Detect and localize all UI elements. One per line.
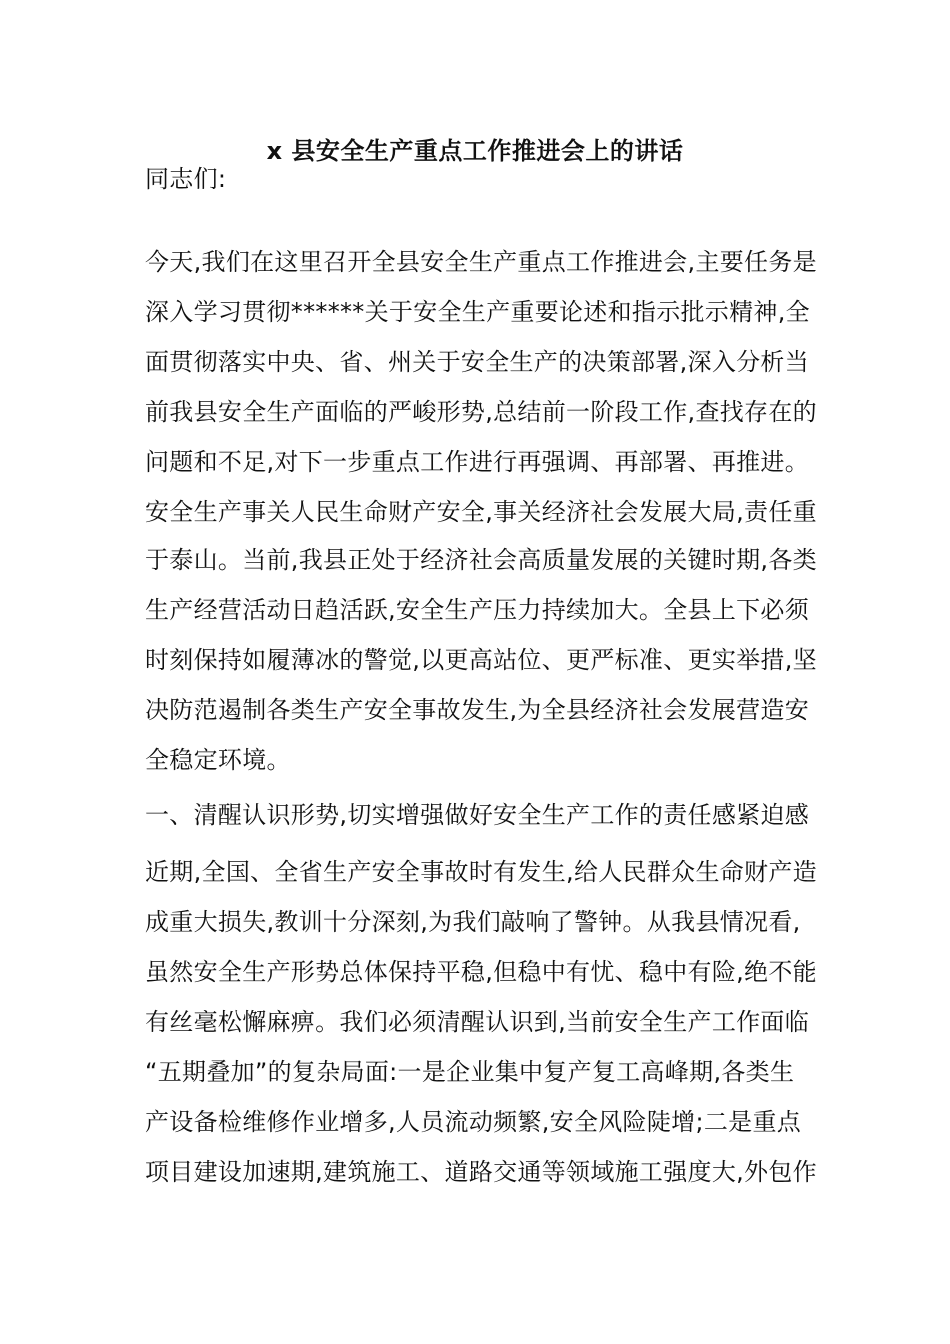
body-line: 决防范遏制各类生产安全事故发生,为全县经济社会发展营造安 (145, 696, 810, 724)
body-line: 于泰山。当前,我县正处于经济社会高质量发展的关键时期,各类 (145, 546, 817, 574)
body-line: 安全生产事关人民生命财产安全,事关经济社会发展大局,责任重 (145, 498, 817, 526)
section-heading: 一、清醒认识形势,切实增强做好安全生产工作的责任感紧迫感 (145, 801, 810, 829)
body-line: 前我县安全生产面临的严峻形势,总结前一阶段工作,查找存在的 (145, 398, 817, 426)
body-line: 虽然安全生产形势总体保持平稳,但稳中有忧、稳中有险,绝不能 (145, 958, 817, 986)
body-line: 时刻保持如履薄冰的警觉,以更高站位、更严标准、更实举措,坚 (145, 646, 817, 674)
body-line: 生产经营活动日趋活跃,安全生产压力持续加大。全县上下必须 (145, 596, 810, 624)
body-line: “五期叠加”的复杂局面:一是企业集中复产复工高峰期,各类生 (145, 1058, 795, 1086)
body-line: 产设备检维修作业增多,人员流动频繁,安全风险陡增;二是重点 (145, 1108, 802, 1136)
body-line: 项目建设加速期,建筑施工、道路交通等领域施工强度大,外包作 (145, 1158, 817, 1186)
body-line: 成重大损失,教训十分深刻,为我们敲响了警钟。从我县情况看, (145, 908, 801, 936)
body-line: 今天,我们在这里召开全县安全生产重点工作推进会,主要任务是 (145, 248, 817, 276)
body-line: 深入学习贯彻******关于安全生产重要论述和指示批示精神,全 (145, 298, 810, 326)
body-line: 近期,全国、全省生产安全事故时有发生,给人民群众生命财产造 (145, 858, 817, 886)
body-line: 面贯彻落实中央、省、州关于安全生产的决策部署,深入分析当 (145, 348, 810, 376)
salutation: 同志们: (145, 165, 227, 193)
body-line: 有丝毫松懈麻痹。我们必须清醒认识到,当前安全生产工作面临 (145, 1008, 810, 1036)
body-line: 问题和不足,对下一步重点工作进行再强调、再部署、再推进。 (145, 448, 810, 476)
body-line: 全稳定环境。 (145, 746, 291, 774)
document-title: x 县安全生产重点工作推进会上的讲话 (266, 137, 684, 165)
